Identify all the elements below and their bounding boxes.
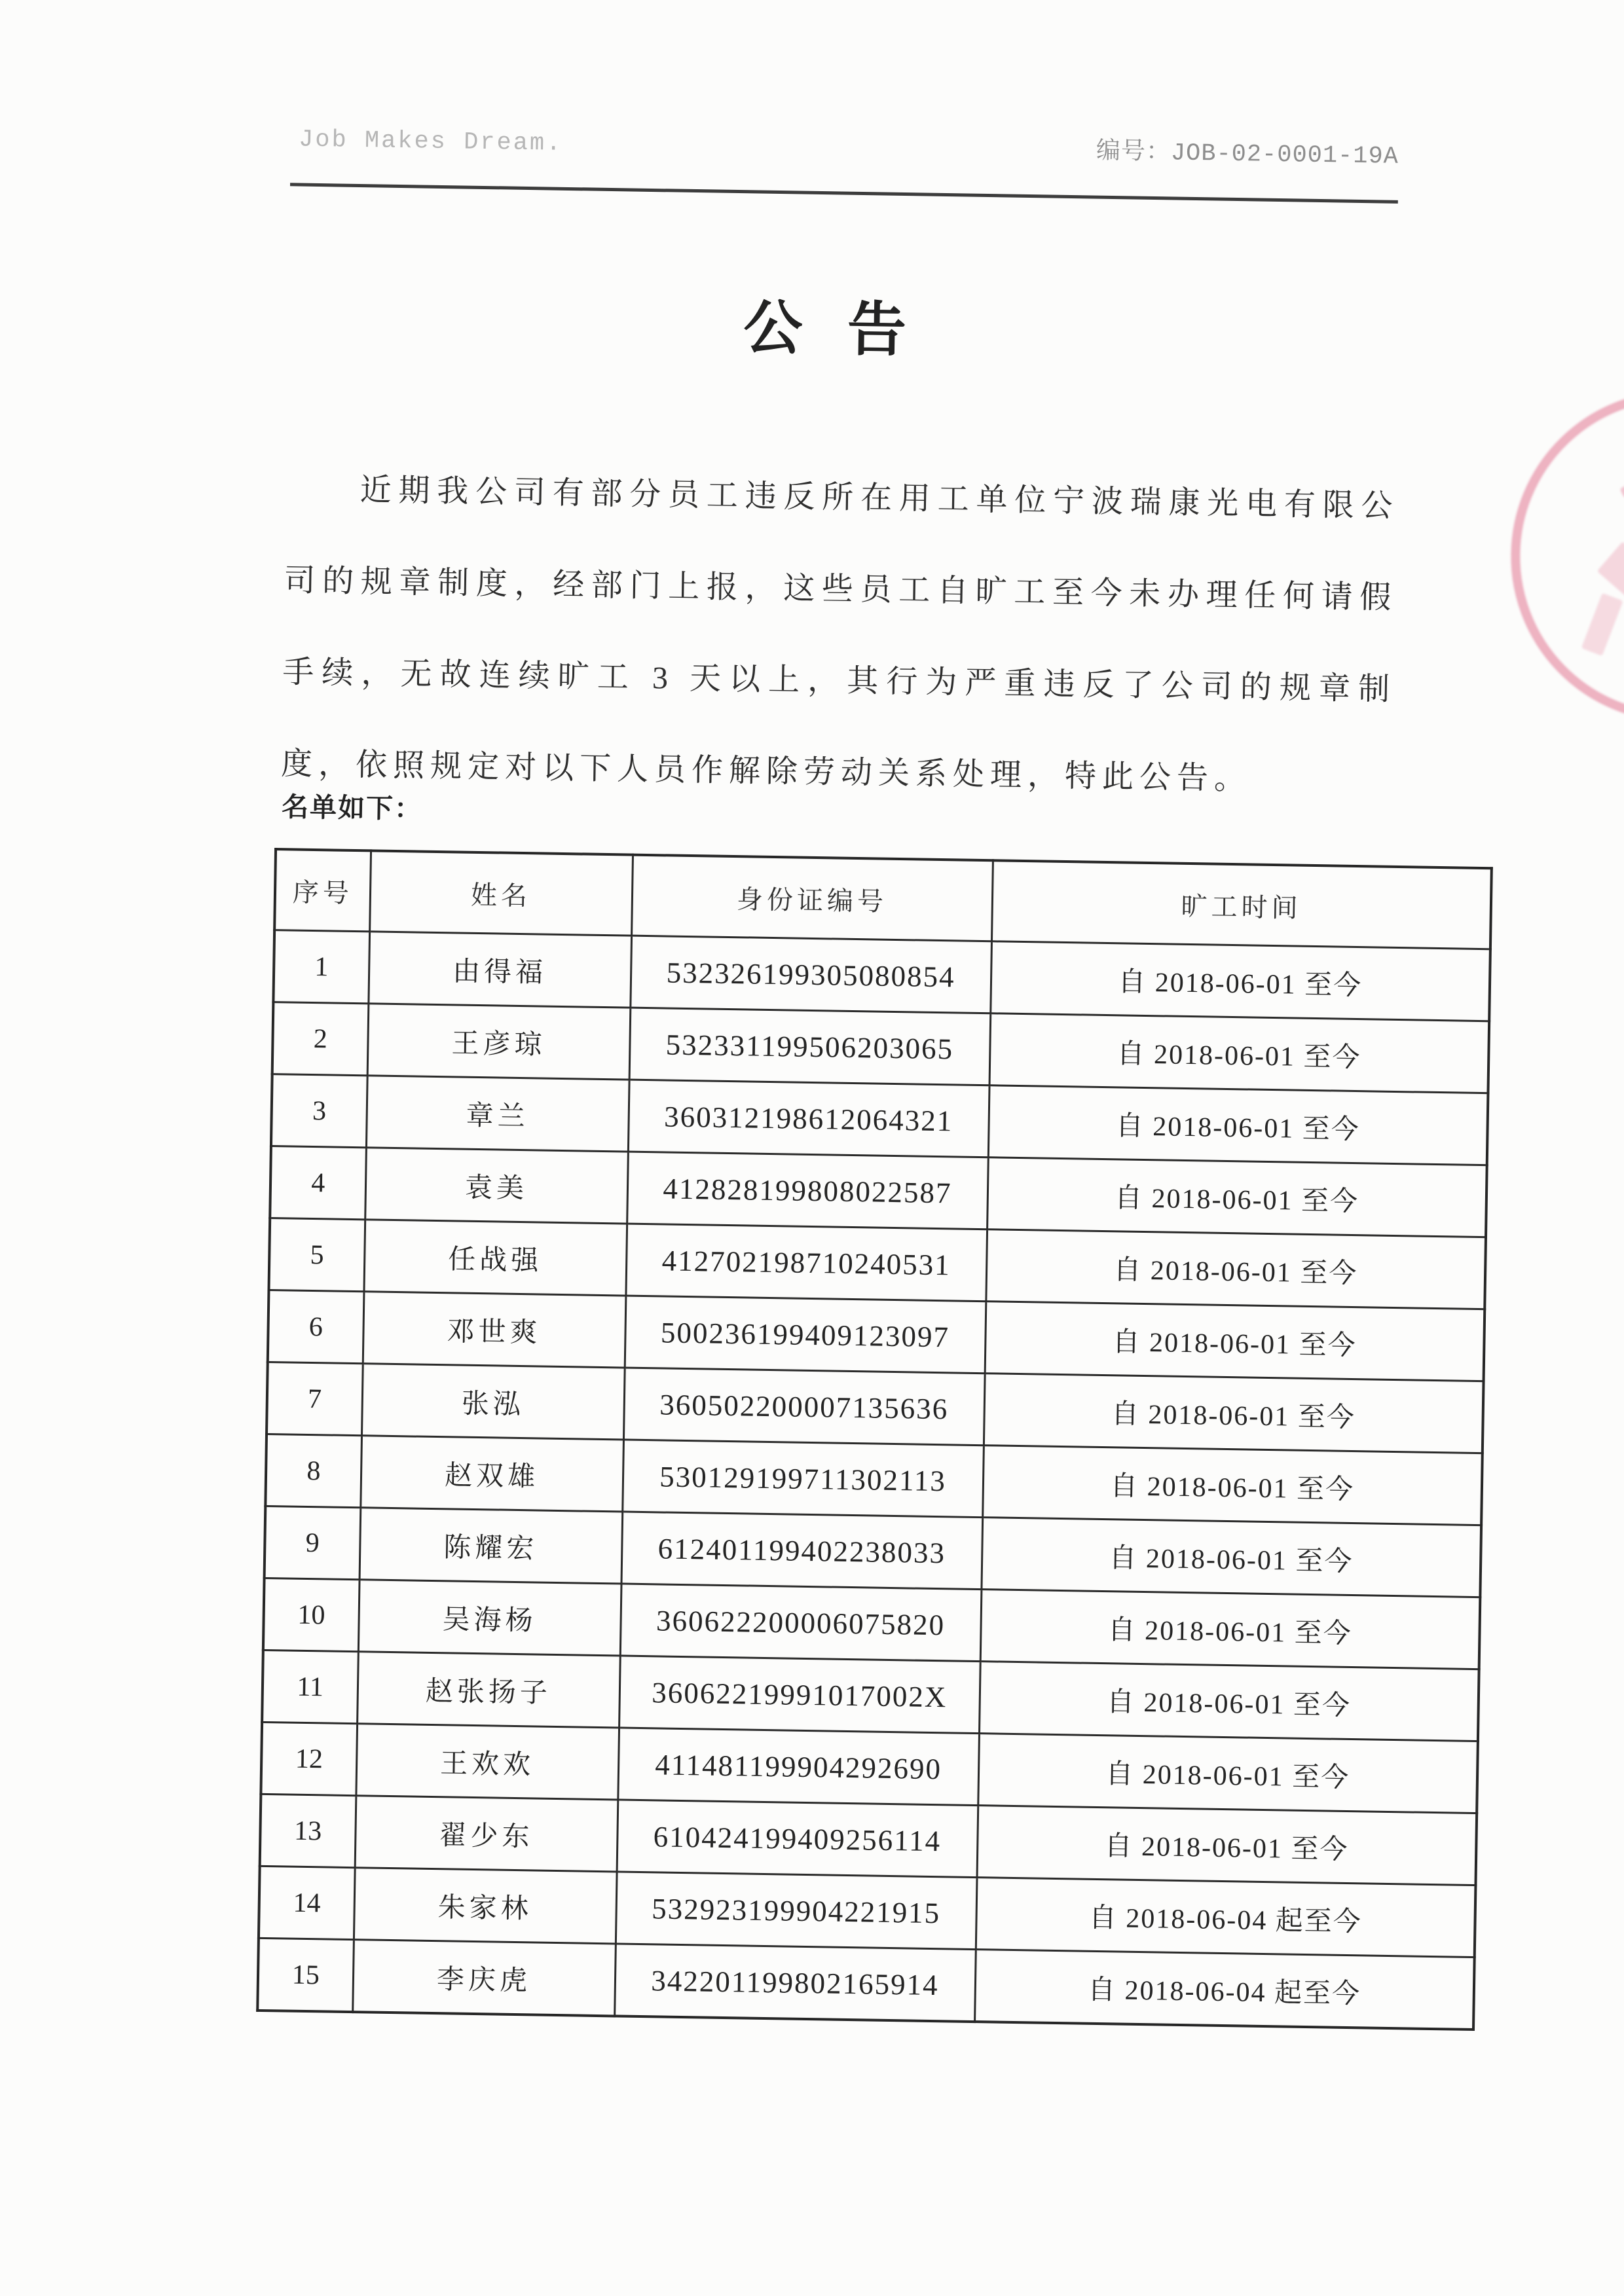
- cell-name: 邓世爽: [363, 1292, 626, 1368]
- table-header-cell: 身份证编号: [631, 855, 993, 941]
- list-label: 名单如下：: [281, 792, 423, 824]
- cell-period: 自 2018-06-01 至今: [990, 941, 1490, 1021]
- cell-name: 任战强: [363, 1220, 627, 1296]
- page-header: [299, 118, 1399, 171]
- cell-id: 532331199506203065: [629, 1008, 991, 1085]
- cell-period: 自 2018-06-01 至今: [980, 1590, 1481, 1669]
- cell-id: 411481199904292690: [618, 1728, 979, 1806]
- cell-no: 9: [265, 1506, 361, 1579]
- table-header-cell: 旷工时间: [991, 860, 1492, 949]
- cell-no: 8: [265, 1434, 361, 1507]
- cell-id: 36062219991017002X: [619, 1656, 980, 1734]
- cell-period: 自 2018-06-01 至今: [982, 1446, 1483, 1525]
- notice-title: 公 告: [743, 296, 907, 364]
- cell-period: 自 2018-06-01 至今: [977, 1806, 1477, 1886]
- table-header-cell: 姓名: [369, 850, 633, 936]
- cell-name: 赵张扬子: [357, 1652, 620, 1728]
- cell-no: 13: [260, 1794, 356, 1867]
- cell-no: 15: [257, 1938, 354, 2012]
- cell-name: 吴海杨: [358, 1580, 621, 1656]
- cell-id: 342201199802165914: [614, 1944, 976, 2022]
- cell-period: 自 2018-06-01 至今: [986, 1230, 1486, 1309]
- stamp-mark: [1597, 541, 1624, 597]
- stamp-mark: [1581, 593, 1623, 656]
- cell-id: 500236199409123097: [625, 1296, 986, 1374]
- cell-name: 赵双雄: [360, 1436, 623, 1512]
- cell-id: 360622200006075820: [620, 1584, 982, 1662]
- cell-period: 自 2018-06-01 至今: [985, 1302, 1485, 1381]
- cell-period: 自 2018-06-01 至今: [988, 1085, 1488, 1165]
- notice-paragraph: 近期我公司有部分员工违反所在用工单位宁波瑞康光电有限公司的规章制度，经部门上报，这些员工自旷工至今未办理任何请假手续，无故连续旷工 3 天以上，其行为严重违反了公司的规章制度，依照规定对以下人员作解除劳动关系处理，特此公告。: [280, 473, 1399, 797]
- cell-no: 10: [263, 1578, 360, 1651]
- cell-id: 360312198612064321: [628, 1080, 989, 1157]
- cell-id: 412828199808022587: [627, 1152, 988, 1230]
- cell-name: 王欢欢: [356, 1724, 619, 1800]
- cell-period: 自 2018-06-01 至今: [987, 1157, 1487, 1237]
- cell-name: 由得福: [368, 932, 631, 1008]
- cell-period: 自 2018-06-01 至今: [979, 1662, 1479, 1741]
- cell-name: 陈耀宏: [360, 1508, 623, 1584]
- company-stamp-icon: [1508, 388, 1624, 725]
- document-number: 编号：JOB-02-0001-19A: [1096, 138, 1399, 171]
- cell-no: 3: [271, 1074, 367, 1148]
- cell-id: 532923199904221915: [616, 1872, 977, 1950]
- cell-no: 6: [268, 1290, 364, 1363]
- cell-id: 530129199711302113: [622, 1440, 984, 1518]
- cell-name: 章兰: [366, 1076, 629, 1152]
- cell-no: 11: [262, 1650, 358, 1723]
- cell-name: 张泓: [361, 1364, 625, 1440]
- header-divider: [290, 183, 1398, 204]
- cell-period: 自 2018-06-01 至今: [984, 1374, 1484, 1453]
- cell-id: 412702198710240531: [625, 1224, 987, 1302]
- cell-name: 朱家林: [354, 1868, 617, 1944]
- cell-id: 360502200007135636: [623, 1368, 985, 1446]
- cell-no: 4: [270, 1146, 366, 1220]
- stamp-mark: [1619, 468, 1624, 498]
- notice-table: [256, 848, 1493, 2031]
- table-header-cell: 序号: [274, 849, 371, 932]
- cell-period: 自 2018-06-04 起至今: [974, 1950, 1475, 2030]
- cell-id: 532326199305080854: [630, 936, 991, 1013]
- cell-name: 翟少东: [355, 1796, 618, 1872]
- cell-period: 自 2018-06-01 至今: [981, 1518, 1481, 1597]
- cell-name: 袁美: [365, 1148, 628, 1224]
- cell-name: 王彦琼: [367, 1004, 631, 1080]
- cell-period: 自 2018-06-01 至今: [978, 1734, 1478, 1813]
- cell-no: 12: [261, 1722, 357, 1795]
- cell-id: 612401199402238033: [621, 1512, 983, 1590]
- cell-no: 1: [273, 930, 369, 1004]
- cell-no: 2: [272, 1002, 369, 1076]
- cell-id: 610424199409256114: [617, 1800, 978, 1878]
- cell-name: 李庆虎: [352, 1940, 616, 2016]
- table-body: [257, 930, 1490, 2030]
- cell-period: 自 2018-06-04 起至今: [976, 1878, 1476, 1958]
- cell-no: 5: [268, 1218, 365, 1292]
- cell-no: 14: [259, 1866, 355, 1939]
- cell-period: 自 2018-06-01 至今: [989, 1013, 1490, 1093]
- company-slogan: Job Makes Dream.: [298, 126, 563, 158]
- cell-no: 7: [267, 1362, 363, 1435]
